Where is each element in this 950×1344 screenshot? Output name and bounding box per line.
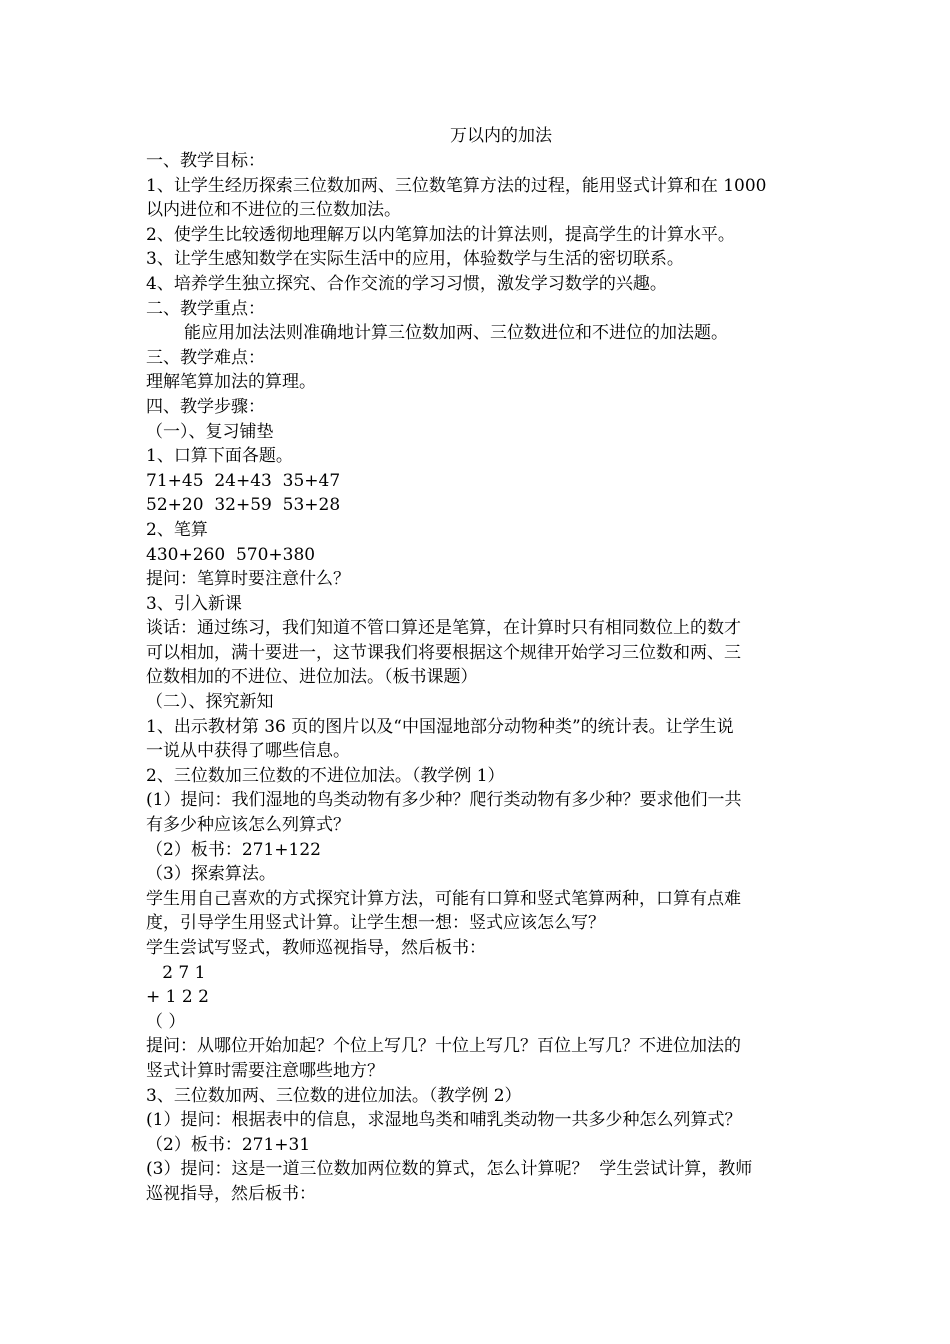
example-1-question-cont: 有多少种应该怎么列算式？: [146, 815, 350, 836]
example-1-method-line-2: 度，引导学生用竖式计算。让学生想一想：竖式应该怎么写？: [146, 913, 605, 934]
written-calc-row: 430+260 570+380: [146, 544, 316, 565]
intro-talk-line-3: 位数相加的不进位、进位加法。（板书课题）: [146, 667, 478, 688]
example-2-board: （2）板书：271+31: [146, 1134, 311, 1155]
intro-talk-line-2: 可以相加，满十要进一，这节课我们将要根据这个规律开始学习三位数和两、三: [146, 642, 741, 663]
intro-talk-line-1: 谈话：通过练习，我们知道不管口算还是笔算，在计算时只有相同数位上的数才: [146, 618, 741, 639]
vertical-calc-top: 2 7 1: [146, 962, 206, 983]
example-1-method-line-1: 学生用自己喜欢的方式探究计算方法，可能有口算和竖式笔算两种，口算有点难: [146, 888, 741, 909]
difficulty-text: 理解笔算加法的算理。: [146, 372, 316, 393]
example-2-try: (3）提问：这是一道三位数加两位数的算式，怎么计算呢？ 学生尝试计算，教师: [146, 1159, 753, 1180]
vertical-calc-addend: + 1 2 2: [146, 987, 209, 1008]
key-point-text: 能应用加法法则准确地计算三位数加两、三位数进位和不进位的加法题。: [184, 323, 728, 344]
objective-1: 1、让学生经历探索三位数加两、三位数笔算方法的过程，能用竖式计算和在 1000: [146, 175, 767, 196]
example-1-followup-cont: 竖式计算时需要注意哪些地方？: [146, 1060, 384, 1081]
mental-math-row-2: 52+20 32+59 53+28: [146, 495, 341, 516]
explore-item-2: 2、三位数加三位数的不进位加法。（教学例 1）: [146, 765, 505, 786]
heading-objectives: 一、教学目标：: [146, 151, 265, 171]
document-page: [146, 124, 816, 1207]
example-2-try-cont: 巡视指导，然后板书：: [146, 1183, 316, 1204]
review-item-1: 1、口算下面各题。: [146, 446, 293, 467]
example-1-board: （2）板书：271+122: [146, 839, 321, 860]
page-title: 万以内的加法: [450, 126, 552, 146]
example-1-try: 学生尝试写竖式，教师巡视指导，然后板书：: [146, 938, 486, 958]
example-1-explore: （3）探索算法。: [146, 864, 276, 885]
example-1-question: (1）提问：我们湿地的鸟类动物有多少种？爬行类动物有多少种？要求他们一共: [146, 790, 742, 811]
example-1-followup: 提问：从哪位开始加起？个位上写几？十位上写几？百位上写几？不进位加法的: [146, 1036, 741, 1057]
review-question: 提问：笔算时要注意什么？: [146, 569, 350, 590]
review-item-3: 3、引入新课: [146, 593, 242, 614]
heading-steps: 四、教学步骤：: [146, 396, 265, 417]
subheading-explore: （二）、探究新知: [146, 692, 274, 713]
mental-math-row-1: 71+45 24+43 35+47: [146, 470, 341, 491]
review-item-2: 2、笔算: [146, 519, 208, 540]
heading-difficulty: 三、教学难点：: [146, 347, 265, 368]
vertical-calc-result: （ ）: [146, 1011, 186, 1032]
explore-item-1: 1、出示教材第 36 页的图片以及“中国湿地部分动物种类”的统计表。让学生说: [146, 716, 734, 737]
subheading-review: （一）、复习铺垫: [146, 421, 274, 442]
objective-2: 2、使学生比较透彻地理解万以内笔算加法的计算法则，提高学生的计算水平。: [146, 224, 735, 245]
objective-3: 3、让学生感知数学在实际生活中的应用，体验数学与生活的密切联系。: [146, 249, 684, 270]
objective-1-cont: 以内进位和不进位的三位数加法。: [146, 200, 401, 221]
explore-item-3: 3、三位数加两、三位数的进位加法。（教学例 2）: [146, 1085, 522, 1106]
explore-item-1-cont: 一说从中获得了哪些信息。: [146, 741, 350, 762]
heading-key-points: 二、教学重点：: [146, 298, 265, 319]
objective-4: 4、培养学生独立探究、合作交流的学习习惯，激发学习数学的兴趣。: [146, 273, 667, 294]
example-2-question: (1）提问：根据表中的信息，求湿地鸟类和哺乳类动物一共多少种怎么列算式？: [146, 1110, 742, 1131]
